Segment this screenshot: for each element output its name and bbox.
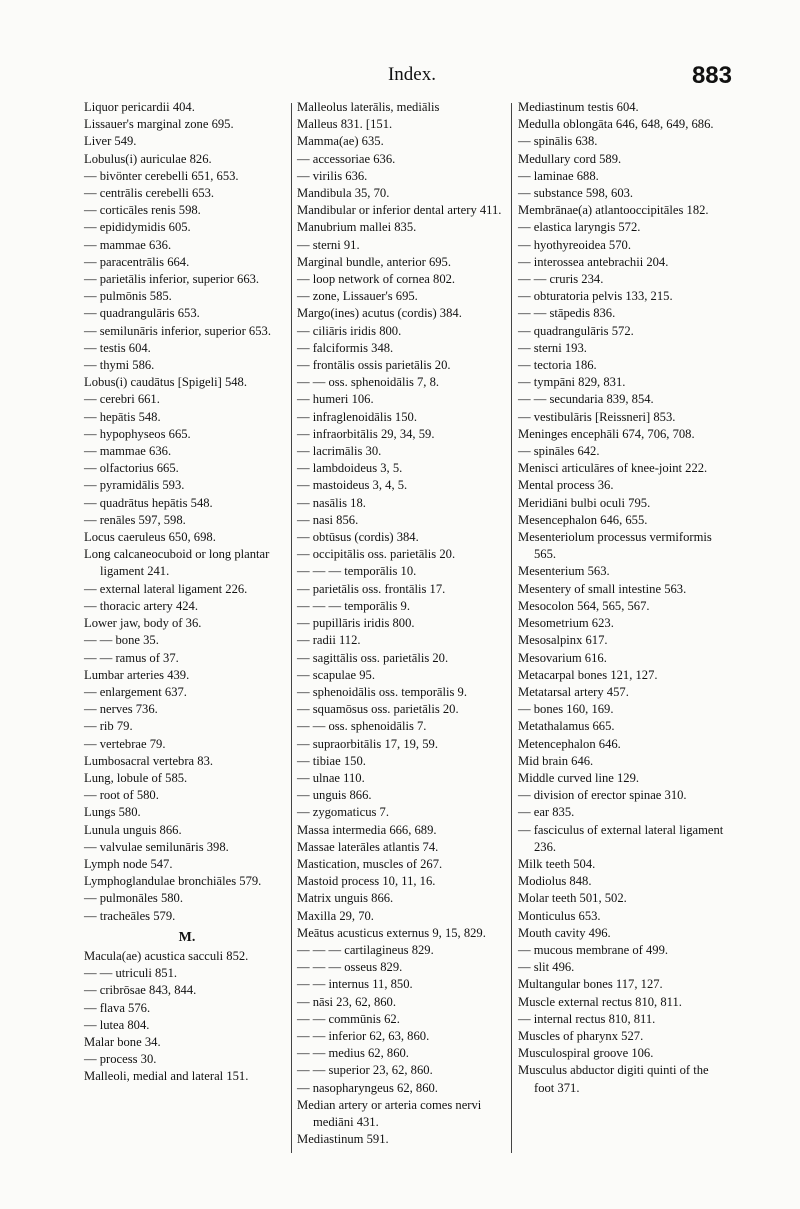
index-entry: — nāsi 23, 62, 860. bbox=[297, 994, 396, 1009]
index-entry: — sphenoidālis oss. temporālis 9. bbox=[297, 684, 468, 699]
index-entry: — infraorbitālis 29, 34, 59. bbox=[297, 426, 435, 441]
index-entry: Metencephalon 646. bbox=[518, 736, 621, 751]
index-entry: — lambdoideus 3, 5. bbox=[297, 461, 403, 476]
index-entry: — interossea antebrachii 204. bbox=[518, 254, 669, 269]
index-entry: — spinālis 638. bbox=[518, 134, 598, 149]
index-entry: — radii 112. bbox=[297, 633, 361, 648]
index-entry: — supraorbitālis 17, 19, 59. bbox=[297, 736, 438, 751]
index-entry: Malar bone 34. bbox=[84, 1034, 161, 1049]
index-entry: — loop network of cornea 802. bbox=[297, 272, 456, 287]
index-entry: — — stāpedis 836. bbox=[518, 306, 616, 321]
index-entry: Massa intermedia 666, 689. bbox=[297, 822, 437, 837]
index-entry: — zygomaticus 7. bbox=[297, 805, 389, 820]
index-entry: — hypophyseos 665. bbox=[84, 426, 191, 441]
index-entry: — pulmonāles 580. bbox=[84, 891, 183, 906]
index-entry: Meninges encephāli 674, 706, 708. bbox=[518, 426, 695, 441]
index-entry: — — bone 35. bbox=[84, 633, 159, 648]
index-entry: — tympāni 829, 831. bbox=[518, 375, 626, 390]
index-entry: Meridiāni bulbi oculi 795. bbox=[518, 495, 651, 510]
index-entry: — testis 604. bbox=[84, 340, 151, 355]
index-entry: Mediastinum 591. bbox=[297, 1132, 389, 1147]
index-entry: Malleoli, medial and lateral 151. bbox=[84, 1069, 249, 1084]
index-entry: — ear 835. bbox=[518, 805, 575, 820]
index-entry: — frontālis ossis parietālis 20. bbox=[297, 358, 451, 373]
index-entry: — nasopharyngeus 62, 860. bbox=[297, 1080, 438, 1095]
index-entry: Massae laterāles atlantis 74. bbox=[297, 839, 439, 854]
index-entry: — ciliāris iridis 800. bbox=[297, 323, 402, 338]
index-entry: — olfactorius 665. bbox=[84, 461, 179, 476]
index-entry: — squamōsus oss. parietālis 20. bbox=[297, 702, 459, 717]
index-entry: Multangular bones 117, 127. bbox=[518, 977, 663, 992]
index-entry: Mastoid process 10, 11, 16. bbox=[297, 874, 436, 889]
index-entry: Lower jaw, body of 36. bbox=[84, 616, 202, 631]
index-column-2 bbox=[297, 99, 507, 1148]
index-entry: — nerves 736. bbox=[84, 702, 158, 717]
index-entry: — enlargement 637. bbox=[84, 684, 187, 699]
index-entry: — hyothyreoidea 570. bbox=[518, 237, 631, 252]
index-entry: Maxilla 29, 70. bbox=[297, 908, 374, 923]
index-entry: — parietālis oss. frontālis 17. bbox=[297, 581, 446, 596]
index-entry: — spināles 642. bbox=[518, 444, 600, 459]
index-column-3 bbox=[518, 99, 732, 1097]
index-entry: — fasciculus of external lateral ligament 236. bbox=[518, 822, 724, 854]
index-entry: — — — cartilagineus 829. bbox=[297, 942, 434, 957]
index-entry: Liquor pericardii 404. bbox=[84, 100, 195, 114]
index-entry: Lymphoglandulae bronchiāles 579. bbox=[84, 874, 262, 889]
index-entry: — elastica laryngis 572. bbox=[518, 220, 641, 235]
index-entry: — division of erector spinae 310. bbox=[518, 788, 687, 803]
index-entry: Mesometrium 623. bbox=[518, 616, 614, 631]
index-entry: — sagittālis oss. parietālis 20. bbox=[297, 650, 449, 665]
index-entry: Mesenterium 563. bbox=[518, 564, 610, 579]
index-entry: — mastoideus 3, 4, 5. bbox=[297, 478, 408, 493]
index-entry: Meātus acusticus externus 9, 15, 829. bbox=[297, 925, 486, 940]
index-entry: — substance 598, 603. bbox=[518, 186, 634, 201]
index-entry: — hepātis 548. bbox=[84, 409, 161, 424]
index-entry: Lumbosacral vertebra 83. bbox=[84, 753, 214, 768]
index-entry: Muscle external rectus 810, 811. bbox=[518, 994, 682, 1009]
index-entry: — sterni 193. bbox=[518, 340, 587, 355]
index-entry: Long calcaneocuboid or long plantar ligament 241. bbox=[84, 547, 270, 579]
index-entry: — bivönter cerebelli 651, 653. bbox=[84, 168, 239, 183]
index-entry: Membrānae(a) atlantooccipitāles 182. bbox=[518, 203, 709, 218]
index-entry: Mandibular or inferior dental artery 411. bbox=[297, 203, 502, 218]
index-entry: Marginal bundle, anterior 695. bbox=[297, 254, 452, 269]
index-entry: — process 30. bbox=[84, 1052, 157, 1067]
index-entry: Mastication, muscles of 267. bbox=[297, 856, 443, 871]
index-entry: Medulla oblongāta 646, 648, 649, 686. bbox=[518, 117, 714, 132]
index-entry: — epididymidis 605. bbox=[84, 220, 191, 235]
index-entry: — cerebri 661. bbox=[84, 392, 160, 407]
index-entry: — internal rectus 810, 811. bbox=[518, 1011, 656, 1026]
index-entry: — lacrimālis 30. bbox=[297, 444, 382, 459]
index-entry: Musculospiral groove 106. bbox=[518, 1046, 654, 1061]
index-entry: Macula(ae) acustica sacculi 852. bbox=[84, 948, 249, 963]
index-entry: — — medius 62, 860. bbox=[297, 1046, 409, 1061]
section-letter-heading: M. bbox=[178, 929, 196, 945]
index-entry: — — superior 23, 62, 860. bbox=[297, 1063, 433, 1078]
index-entry: — paracentrālis 664. bbox=[84, 254, 190, 269]
index-entry: — thoracic artery 424. bbox=[84, 598, 198, 613]
index-entry: — parietālis inferior, superior 663. bbox=[84, 272, 260, 287]
index-entry: Mouth cavity 496. bbox=[518, 925, 611, 940]
index-entry: Locus caeruleus 650, 698. bbox=[84, 530, 216, 545]
index-entry: Lumbar arteries 439. bbox=[84, 667, 190, 682]
index-entry: Mental process 36. bbox=[518, 478, 614, 493]
page-header bbox=[92, 62, 732, 88]
page-title: Index. bbox=[387, 64, 436, 85]
index-entry: — ulnae 110. bbox=[297, 770, 365, 785]
index-entry: Mamma(ae) 635. bbox=[297, 134, 384, 149]
index-entry: Mesenteriolum processus vermiformis 565. bbox=[518, 530, 712, 562]
index-entry: — scapulae 95. bbox=[297, 667, 375, 682]
index-entry: Mesocolon 564, 565, 567. bbox=[518, 598, 650, 613]
index-entry: Metatarsal artery 457. bbox=[518, 684, 629, 699]
index-entry: — external lateral ligament 226. bbox=[84, 581, 248, 596]
index-entry: Milk teeth 504. bbox=[518, 856, 596, 871]
index-entry: — unguis 866. bbox=[297, 788, 372, 803]
index-entry: Medullary cord 589. bbox=[518, 151, 622, 166]
index-entry: Malleus 831. [151. bbox=[297, 117, 393, 132]
index-entry: — cribrōsae 843, 844. bbox=[84, 983, 197, 998]
column-divider bbox=[291, 103, 292, 1153]
index-entry: — quadrātus hepātis 548. bbox=[84, 495, 213, 510]
index-entry: Monticulus 653. bbox=[518, 908, 601, 923]
index-entry: — obtūsus (cordis) 384. bbox=[297, 530, 419, 545]
index-entry: — thymi 586. bbox=[84, 358, 155, 373]
page-number: 883 bbox=[691, 62, 732, 89]
index-entry: — — oss. sphenoidālis 7. bbox=[297, 719, 427, 734]
index-entry: — — ramus of 37. bbox=[84, 650, 179, 665]
index-entry: Lobus(i) caudātus [Spigeli] 548. bbox=[84, 375, 247, 390]
index-entry: Malleolus laterālis, mediālis bbox=[297, 100, 440, 114]
index-entry: Mesencephalon 646, 655. bbox=[518, 512, 648, 527]
index-entry: Lymph node 547. bbox=[84, 856, 173, 871]
index-entry: — nasālis 18. bbox=[297, 495, 366, 510]
index-entry: Molar teeth 501, 502. bbox=[518, 891, 627, 906]
index-entry: — infraglenoidālis 150. bbox=[297, 409, 417, 424]
index-entry: Mid brain 646. bbox=[518, 753, 594, 768]
index-entry: Lobulus(i) auriculae 826. bbox=[84, 151, 212, 166]
index-entry: Mesentery of small intestine 563. bbox=[518, 581, 687, 596]
index-entry: — rib 79. bbox=[84, 719, 133, 734]
index-entry: — valvulae semilunāris 398. bbox=[84, 839, 229, 854]
index-entry: Manubrium mallei 835. bbox=[297, 220, 417, 235]
index-entry: — obturatoria pelvis 133, 215. bbox=[518, 289, 673, 304]
index-entry: Median artery or arteria comes nervi mediāni 431. bbox=[297, 1097, 482, 1129]
index-entry: Lunula unguis 866. bbox=[84, 822, 182, 837]
index-entry: — lutea 804. bbox=[84, 1017, 150, 1032]
index-entry: — virilis 636. bbox=[297, 168, 368, 183]
index-entry: — — cruris 234. bbox=[518, 272, 604, 287]
index-entry: — pulmōnis 585. bbox=[84, 289, 172, 304]
index-entry: — — oss. sphenoidālis 7, 8. bbox=[297, 375, 440, 390]
index-entry: Margo(ines) acutus (cordis) 384. bbox=[297, 306, 462, 321]
index-entry: — zone, Lissauer's 695. bbox=[297, 289, 418, 304]
index-entry: — vertebrae 79. bbox=[84, 736, 166, 751]
index-entry: — — commūnis 62. bbox=[297, 1011, 400, 1026]
index-entry: — occipitālis oss. parietālis 20. bbox=[297, 547, 456, 562]
index-entry: — quadrangulāris 653. bbox=[84, 306, 200, 321]
index-entry: — tibiae 150. bbox=[297, 753, 366, 768]
index-entry: — — — temporālis 10. bbox=[297, 564, 417, 579]
index-entry: Mandibula 35, 70. bbox=[297, 186, 390, 201]
index-entry: Lung, lobule of 585. bbox=[84, 770, 188, 785]
index-entry: — mammae 636. bbox=[84, 444, 172, 459]
index-entry: — — — temporālis 9. bbox=[297, 598, 410, 613]
index-entry: Mesosalpinx 617. bbox=[518, 633, 608, 648]
column-divider bbox=[511, 103, 512, 1153]
index-entry: — tectoria 186. bbox=[518, 358, 597, 373]
index-entry: — quadrangulāris 572. bbox=[518, 323, 634, 338]
index-entry: — laminae 688. bbox=[518, 168, 599, 183]
index-entry: Middle curved line 129. bbox=[518, 770, 640, 785]
index-entry: — — utriculi 851. bbox=[84, 966, 178, 981]
index-entry: Metacarpal bones 121, 127. bbox=[518, 667, 658, 682]
index-entry: — — — osseus 829. bbox=[297, 960, 403, 975]
index-entry: — sterni 91. bbox=[297, 237, 360, 252]
index-entry: Muscles of pharynx 527. bbox=[518, 1028, 644, 1043]
index-entry: — mammae 636. bbox=[84, 237, 172, 252]
index-entry: — — internus 11, 850. bbox=[297, 977, 413, 992]
index-entry: — bones 160, 169. bbox=[518, 702, 614, 717]
index-entry: Lungs 580. bbox=[84, 805, 141, 820]
index-entry: — pupillāris iridis 800. bbox=[297, 616, 415, 631]
index-entry: — slit 496. bbox=[518, 960, 575, 975]
index-entry: Mediastinum testis 604. bbox=[518, 100, 639, 114]
index-entry: — semilunāris inferior, superior 653. bbox=[84, 323, 271, 338]
index-entry: — — secundaria 839, 854. bbox=[518, 392, 654, 407]
index-entry: — humeri 106. bbox=[297, 392, 374, 407]
index-entry: — root of 580. bbox=[84, 788, 159, 803]
index-entry: — corticāles renis 598. bbox=[84, 203, 201, 218]
index-entry: — pyramidālis 593. bbox=[84, 478, 185, 493]
index-entry: — flava 576. bbox=[84, 1000, 151, 1015]
index-entry: — vestibulāris [Reissneri] 853. bbox=[518, 409, 676, 424]
index-entry: Menisci articulāres of knee-joint 222. bbox=[518, 461, 708, 476]
index-entry: — falciformis 348. bbox=[297, 340, 394, 355]
index-entry: Matrix unguis 866. bbox=[297, 891, 394, 906]
index-entry: — tracheāles 579. bbox=[84, 908, 176, 923]
index-column-1 bbox=[84, 99, 290, 1086]
index-entry: Metathalamus 665. bbox=[518, 719, 615, 734]
index-entry: — nasi 856. bbox=[297, 512, 359, 527]
index-entry: — — inferior 62, 63, 860. bbox=[297, 1028, 430, 1043]
index-entry: Mesovarium 616. bbox=[518, 650, 607, 665]
index-entry: — centrālis cerebelli 653. bbox=[84, 186, 215, 201]
index-entry: Liver 549. bbox=[84, 134, 137, 149]
index-entry: Musculus abductor digiti quinti of the foot 371. bbox=[518, 1063, 709, 1095]
index-entry: Lissauer's marginal zone 695. bbox=[84, 117, 234, 132]
index-entry: Modiolus 848. bbox=[518, 874, 592, 889]
index-entry: — mucous membrane of 499. bbox=[518, 942, 669, 957]
index-entry: — renāles 597, 598. bbox=[84, 512, 186, 527]
index-entry: — accessoriae 636. bbox=[297, 151, 396, 166]
